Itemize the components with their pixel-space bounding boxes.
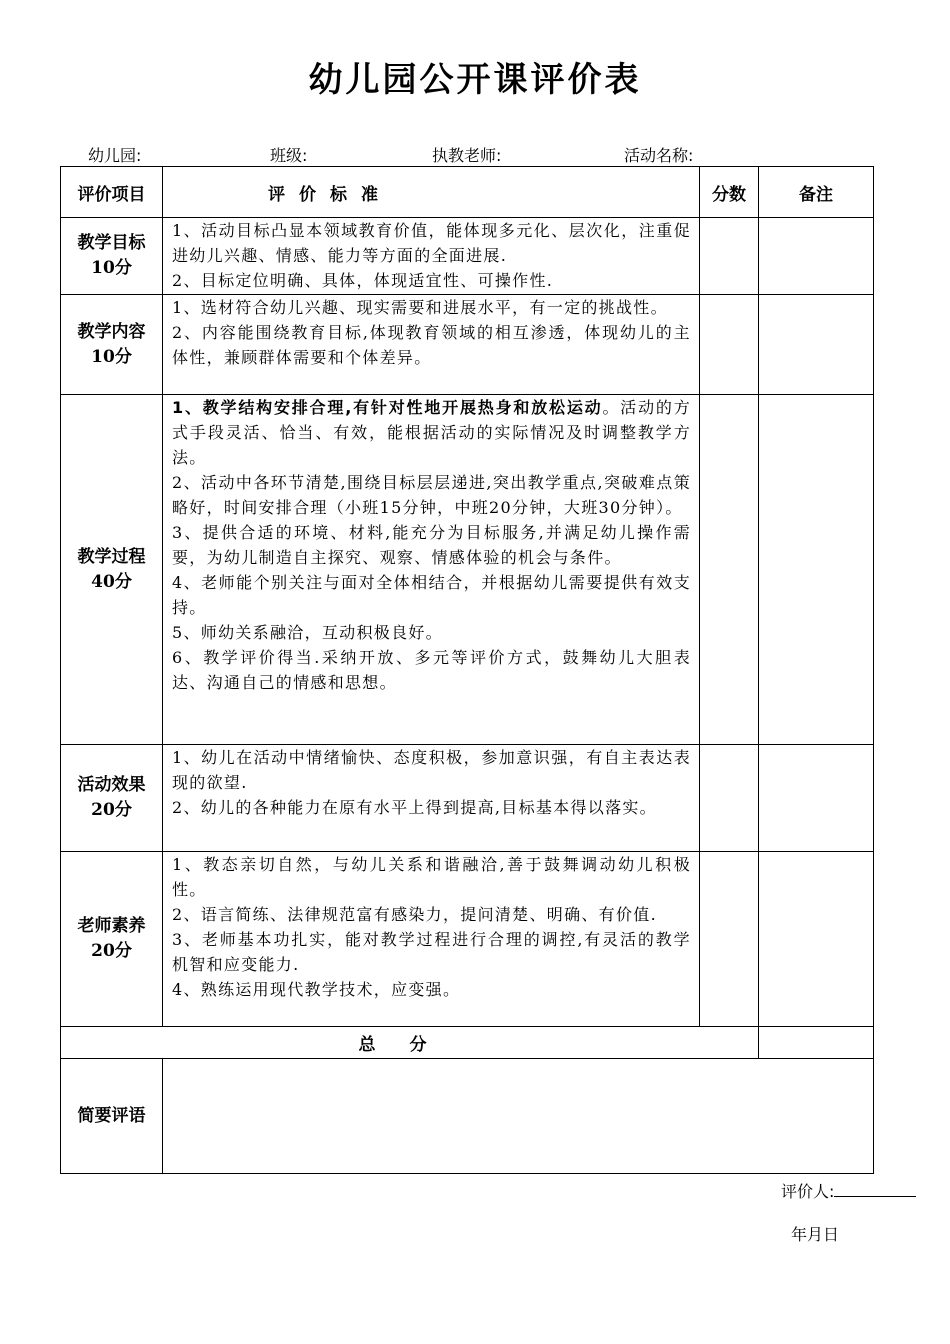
remark-cell[interactable] [759, 218, 874, 295]
item-points: 40分 [91, 571, 132, 592]
table-row [61, 745, 874, 852]
score-cell[interactable] [700, 295, 759, 395]
criterion: 2、目标定位明确、具体，体现适宜性、可操作性. [172, 271, 554, 290]
score-cell[interactable] [700, 395, 759, 745]
score-cell[interactable] [700, 852, 759, 1027]
header-score: 分数 [700, 167, 759, 218]
total-score-cell[interactable] [759, 1027, 874, 1059]
remark-cell[interactable] [759, 852, 874, 1027]
remark-cell[interactable] [759, 745, 874, 852]
criteria-cell [163, 218, 700, 295]
evaluation-table [60, 166, 874, 1174]
criteria-cell [163, 852, 700, 1027]
header-remark: 备注 [759, 167, 874, 218]
header-item: 评价项目 [61, 167, 163, 218]
criterion: 2、活动中各环节清楚,围绕目标层层递进,突出教学重点,突破难点策略好，时间安排合理（小班15分钟，中班20分钟，大班30分钟）。 [172, 473, 691, 517]
evaluator-label: 评价人: [781, 1182, 835, 1201]
criterion: 4、老师能个别关注与面对全体相结合，并根据幼儿需要提供有效支持。 [172, 573, 691, 617]
total-label: 总分 [61, 1027, 759, 1059]
criterion: 2、幼儿的各种能力在原有水平上得到提高,目标基本得以落实。 [172, 798, 657, 817]
date-label: 年月日 [791, 1225, 840, 1244]
item-points: 20分 [91, 941, 132, 961]
item-cell [61, 218, 163, 295]
kindergarten-label: 幼儿园: [88, 146, 142, 165]
item-name: 老师素养 [77, 916, 146, 936]
table-row [61, 395, 874, 745]
score-cell[interactable] [700, 218, 759, 295]
item-name: 教学内容 [77, 321, 146, 342]
table-row [61, 218, 874, 295]
item-points: 10分 [91, 346, 132, 367]
remark-cell[interactable] [759, 295, 874, 395]
table-row [61, 295, 874, 395]
item-cell [61, 395, 163, 745]
comment-label: 简要评语 [61, 1059, 163, 1174]
document-title: 幼儿园公开课评价表 [308, 60, 642, 100]
item-cell [61, 745, 163, 852]
header-standard: 评价标准 [163, 167, 700, 218]
item-name: 活动效果 [77, 775, 146, 795]
activity-name-label: 活动名称: [624, 146, 694, 165]
criterion: 3、老师基本功扎实，能对教学过程进行合理的调控,有灵活的教学机智和应变能力. [172, 930, 691, 974]
criterion: 5、师幼关系融洽，互动积极良好。 [172, 623, 443, 642]
item-name: 教学目标 [77, 233, 146, 253]
criterion: 2、内容能围绕教育目标,体现教育领域的相互渗透，体现幼儿的主体性，兼顾群体需要和个体差异。 [172, 323, 691, 367]
criterion-bold: 1、教学结构安排合理,有针对性地开展热身和放松运动 [172, 398, 603, 417]
item-name: 教学过程 [77, 546, 146, 567]
teacher-label: 执教老师: [432, 146, 502, 165]
header-row [61, 167, 874, 218]
item-points: 10分 [91, 258, 132, 278]
criterion: 4、熟练运用现代教学技术，应变强。 [172, 980, 461, 999]
criterion: 1、幼儿在活动中情绪愉快、态度积极，参加意识强，有自主表达表现的欲望. [172, 748, 691, 792]
evaluator-signature-line[interactable] [834, 1182, 916, 1197]
criterion [172, 395, 691, 470]
total-row [61, 1027, 874, 1059]
item-points: 20分 [91, 800, 132, 820]
item-cell [61, 295, 163, 395]
criterion: 1、教态亲切自然，与幼儿关系和谐融洽,善于鼓舞调动幼儿积极性。 [172, 855, 691, 899]
comment-cell[interactable] [163, 1059, 874, 1174]
criteria-cell [163, 295, 700, 395]
criterion-rest: 。活动的方式手段灵活、恰当、有效，能根据活动的实际情况及时调整教学方法。 [172, 398, 691, 467]
criteria-cell [163, 395, 700, 745]
evaluator-field [781, 1179, 916, 1202]
criteria-cell [163, 745, 700, 852]
criterion: 2、语言简练、法律规范富有感染力，提问清楚、明确、有价值. [172, 905, 657, 924]
remark-cell[interactable] [759, 395, 874, 745]
criterion: 1、选材符合幼儿兴趣、现实需要和进展水平，有一定的挑战性。 [172, 298, 668, 317]
comment-row [61, 1059, 874, 1174]
criterion: 3、提供合适的环境、材料,能充分为目标服务,并满足幼儿操作需要，为幼儿制造自主探究、观察、情感体验的机会与条件。 [172, 523, 691, 567]
class-label: 班级: [270, 146, 308, 165]
item-cell [61, 852, 163, 1027]
criterion: 1、活动目标凸显本领域教育价值，能体现多元化、层次化，注重促进幼儿兴趣、情感、能力等方面的全面进展. [172, 221, 691, 265]
criterion: 6、教学评价得当.采纳开放、多元等评价方式，鼓舞幼儿大胆表达、沟通自己的情感和思想。 [172, 648, 691, 692]
table-row [61, 852, 874, 1027]
score-cell[interactable] [700, 745, 759, 852]
